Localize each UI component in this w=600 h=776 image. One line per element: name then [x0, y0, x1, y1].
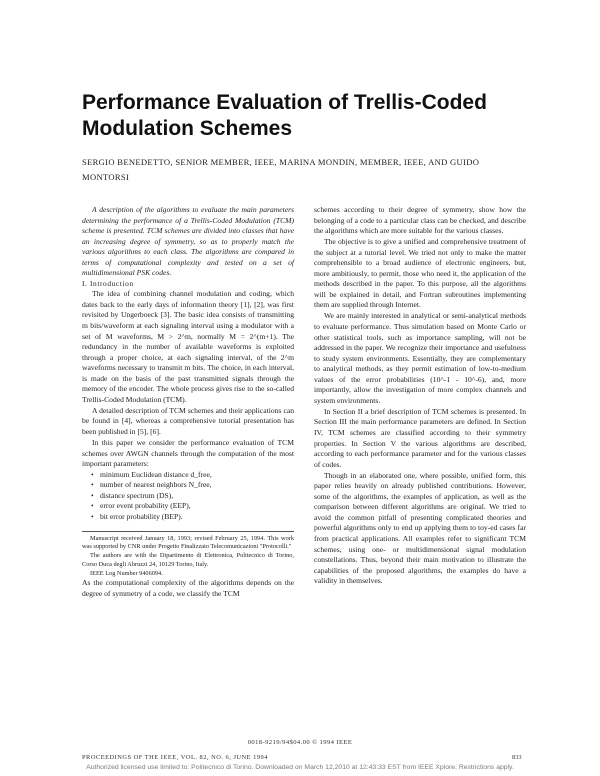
right-paragraph-5: Though in an elaborated one, where possible, unified form, this paper relies heavily on already published contributions. However, some of the algorithms, the examples of application, as well as the comparison between different algorithms are original. We tried to avoid the common pitfall of presenting complicated theories and powerful algorithms only to end up applying them to toy-ed cases far from practical applications. All examples refer to significant TCM schemes, using one- or multidimensional signal modulation constellations. Thus, beyond their main motivation to illustrate the capabilities of the proposed algorithms, the examples do have a validity in themselves.	[314, 470, 526, 586]
section-heading-introduction: I. Introduction	[82, 278, 134, 288]
list-item: • number of nearest neighbors N_free,	[100, 480, 294, 491]
list-item: • minimum Euclidean distance d_free,	[100, 470, 294, 481]
journal-footer: PROCEEDINGS OF THE IEEE, VOL. 82, NO. 6, JUNE 1994	[82, 754, 268, 761]
list-item: • error event probability (EEP),	[100, 501, 294, 512]
footnote-manuscript: Manuscript received January 18, 1993; revised February 25, 1994. This work was supported by CNR under Progetto Finalizzato Telecomunicazioni "Protocolli."	[82, 534, 294, 550]
right-paragraph-4: In Section II a brief description of TCM schemes is presented. In Section III the main performance parameters are defined. In Section IV, TCM schemes are classified according to their symmetry properties. In Section V the various algorithms are described, according to each performance parameter and for the various classes of codes.	[314, 406, 526, 469]
footnote-block	[82, 531, 294, 578]
left-column	[82, 205, 294, 599]
copyright-line: 0018-9219/94$04.00 © 1994 IEEE	[247, 739, 353, 746]
right-column	[314, 205, 526, 587]
footnote-affiliation: The authors are with the Dipartimento di Elettronica, Politecnico di Torino, Corso Duca degli Abruzzi 24, 10129 Torino, Italy.	[82, 552, 294, 568]
paper-title: Performance Evaluation of Trellis-Coded Modulation Schemes	[82, 91, 487, 140]
right-paragraph-2: The objective is to give a unified and comprehensive treatment of the subject at a tutorial level. We tried not only to make the matter comprehensible to a broad audience of electronic engineers, but, more ambitiously, to permit, those who need it, the application of the methods described in the paper. To this purpose, all the algorithms will be explained in detail, and Fortran subroutines implementing them are supplied through Internet.	[314, 237, 526, 310]
list-item: • distance spectrum (DS),	[100, 491, 294, 502]
right-paragraph-3: We are mainly interested in analytical or semi-analytical methods to evaluate performance. Thus simulation based on Monte Carlo or other statistical tools, such as importance sampling, will not be addressed in the paper. We recognize their importance and usefulness to study system environments. Essentially, they are complementary to analytical methods, as they permit estimation of low-to-medium values of the error probabilities (10^-1 - 10^-6), and, more importantly, allow the investigation of more complex channels and system environments.	[314, 311, 526, 405]
page-number: 833	[512, 754, 522, 761]
abstract: A description of the algorithms to evaluate the main parameters determining the performance of a Trellis-Coded Modulation (TCM) scheme is presented. TCM schemes are divided into classes that have an increasing degree of symmetry, so as to properly match the various algorithms to each class. The algorithms are compared in terms of computational complexity and tested on a set of multidimensional PSK codes.	[82, 205, 294, 278]
author-list: SERGIO BENEDETTO, SENIOR MEMBER, IEEE, MARINA MONDIN, MEMBER, IEEE, AND GUIDO MONTORSI	[82, 157, 480, 182]
footnote-log-number: IEEE Log Number 9406094.	[90, 569, 163, 577]
license-watermark: Authorized licensed use limited to: Politecnico di Torino. Downloaded on March 12,2010 at 12:43:33 EST from IEEE Xplore. Restrictions apply.	[86, 764, 514, 771]
parameter-list	[82, 470, 294, 523]
intro-paragraph-3: In this paper we consider the performance evaluation of TCM schemes over AWGN channels through the computation of the most important parameters:	[82, 438, 294, 469]
right-paragraph-1: schemes according to their degree of symmetry, show how the belonging of a code to a particular class can be checked, and describe the algorithms which are more suitable for the various classes.	[314, 205, 526, 236]
intro-paragraph-2: A detailed description of TCM schemes and their applications can be found in [4], whereas a comprehensive tutorial presentation has been published in [5], [6].	[82, 405, 294, 436]
list-item: • bit error probability (BEP).	[100, 512, 294, 523]
intro-paragraph-4: As the computational complexity of the algorithms depends on the degree of symmetry of a code, we classify the TCM	[82, 578, 294, 598]
intro-paragraph-1: The idea of combining channel modulation and coding, which dates back to the early days of information theory [1], [2], was first revisited by Ungerboeck [3]. The basic idea consists of transmitting m bits/waveform at each signaling interval using a modulator with a set of M waveforms, M > 2^m, normally M = 2^(m+1). The redundancy in the number of available waveforms is exploited through a proper choice, at each signaling interval, of the 2^m waveforms necessary to transmit m bits. The choice, in each interval, is made on the basis of the past transmitted signals through the memory of the encoder. The whole process gives rise to the so-called Trellis-Coded Modulation (TCM).	[82, 289, 294, 404]
